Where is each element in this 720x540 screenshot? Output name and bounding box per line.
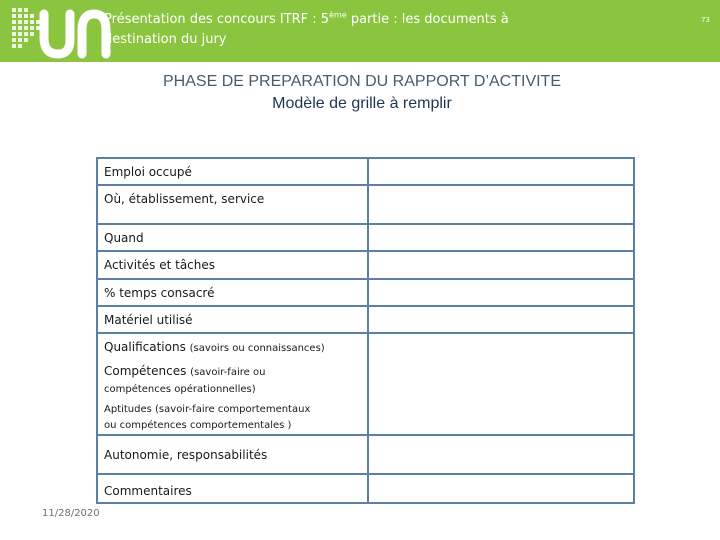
row-value-cell[interactable] [368, 435, 634, 474]
row-value-cell[interactable] [368, 333, 634, 435]
row-value-cell[interactable] [368, 251, 634, 279]
table-row [97, 279, 634, 306]
header-banner [0, 0, 720, 62]
table-row [97, 185, 634, 224]
row-value-cell[interactable] [368, 185, 634, 224]
row-value-cell[interactable] [368, 224, 634, 251]
footer-date: 11/28/2020 [42, 508, 100, 519]
table-row [97, 251, 634, 279]
row-value-cell[interactable] [368, 158, 634, 185]
table-row [97, 158, 634, 185]
table-row [97, 306, 634, 333]
title-line2: destination du jury [104, 32, 227, 47]
row-value-cell[interactable] [368, 474, 634, 503]
row-label: Où, établissement, service [97, 185, 368, 224]
row-label: Matériel utilisé [97, 306, 368, 333]
slide-title: PHASE DE PREPARATION DU RAPPORT D’ACTIVITE [163, 73, 561, 90]
row-label: % temps consacré [97, 279, 368, 306]
table-row [97, 435, 634, 474]
title-part2: partie : les documents à [346, 12, 509, 27]
table-row [97, 474, 634, 503]
row-label: Commentaires [97, 474, 368, 503]
title-part1: Présentation des concours ITRF : 5 [104, 12, 330, 27]
university-logo [8, 4, 112, 60]
row-label-skills: Qualifications (savoirs ou connaissances) Compétences (savoir-faire ou compétences opérationnelles) Aptitudes (savoir-faire comportementaux ou compétences comportementales ) [97, 333, 368, 435]
activity-grid-table [96, 157, 635, 504]
presentation-title [104, 10, 544, 50]
row-label: Emploi occupé [97, 158, 368, 185]
row-label: Quand [97, 224, 368, 251]
row-value-cell[interactable] [368, 306, 634, 333]
row-label: Activités et tâches [97, 251, 368, 279]
slide-subtitle: Modèle de grille à remplir [272, 95, 452, 112]
title-superscript: ème [329, 10, 347, 20]
table-row [97, 224, 634, 251]
page-number: 73 [701, 16, 710, 24]
row-label: Autonomie, responsabilités [97, 435, 368, 474]
table-row [97, 333, 634, 435]
row-value-cell[interactable] [368, 279, 634, 306]
